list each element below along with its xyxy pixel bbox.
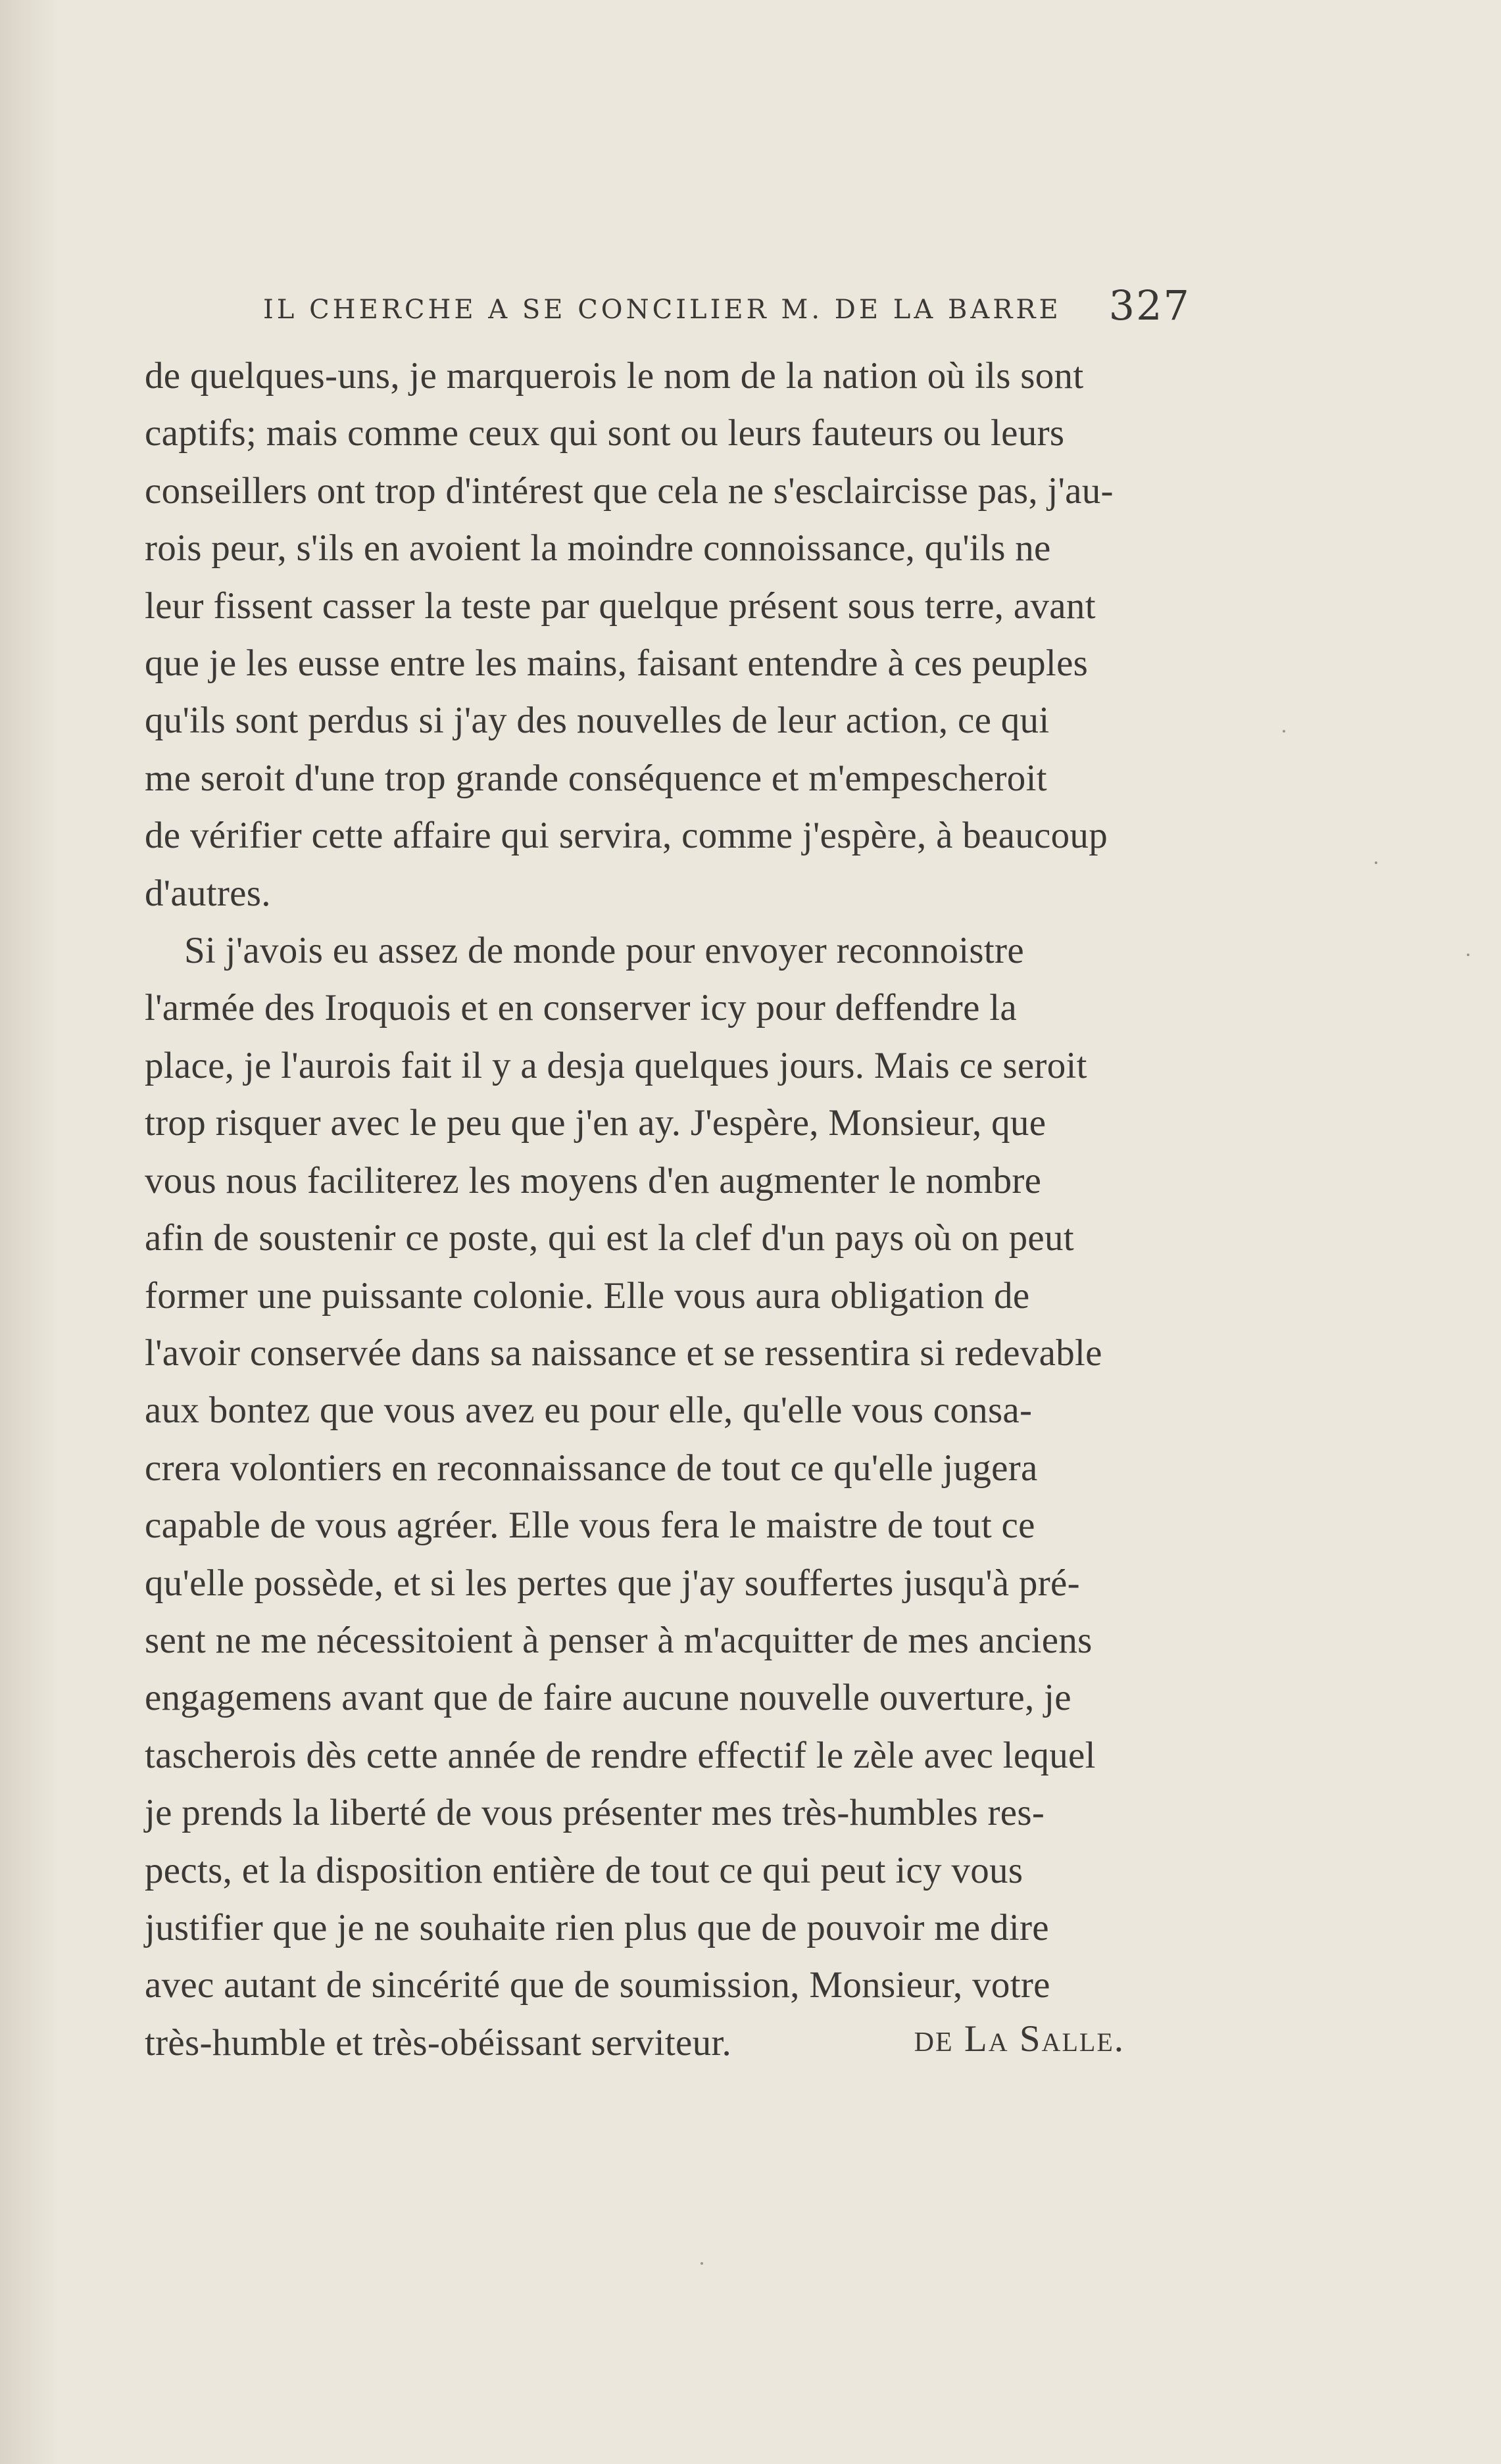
body-text: [145, 347, 1171, 2071]
running-head: [263, 276, 1191, 342]
paper-speck: [1283, 730, 1285, 733]
paragraph-1: de quelques-uns, je marquerois le nom de la nation où ils sont captifs; mais comme ceux qui sont ou leurs fauteurs ou leurs conseillers ont trop d'intérest que cela ne s'esclaircisse pas, j'au- rois peur, s'ils en avoient la moindre connoissance, qu'ils ne leur fissent casser la teste par quelque présent sous terre, avant que je les eusse entre les mains, faisant entendre à ces peuples qu'ils sont perdus si j'ay des nouvelles de leur action, ce qui me seroit d'une trop grande conséquence et m'empescheroit de vérifier cette affaire qui servira, comme j'espère, à beaucoup d'autres.: [145, 355, 1114, 914]
paper-speck: [1467, 954, 1469, 956]
paragraph-2-block: [145, 922, 1171, 2071]
spine-shadow: [0, 0, 59, 2464]
page-number: 327: [1108, 281, 1191, 329]
signature: [914, 2010, 1125, 2071]
running-head-title: IL CHERCHE A SE CONCILIER M. DE LA BARRE: [263, 295, 1062, 325]
signature-name: La Salle.: [964, 2017, 1125, 2060]
signature-prefix: DE: [914, 2027, 954, 2058]
paper-speck: [701, 2262, 703, 2265]
paper-speck: [1375, 861, 1377, 864]
paragraph-2: Si j'avois eu assez de monde pour envoyer reconnoistre l'armée des Iroquois et en conserver icy pour deffendre la place, je l'aurois fait il y a desja quelques jours. Mais ce seroit trop risquer avec le peu que j'en ay. J'espère, Monsieur, que vous nous faciliterez les moyens d'en augmenter le nombre afin de soustenir ce poste, qui est la clef d'un pays où on peut former une puissante colonie. Elle vous aura obligation de l'avoir conservée dans sa naissance et se ressentira si redevable aux bontez que vous avez eu pour elle, qu'elle vous consa- crera volontiers en reconnaissance de tout ce qu'elle jugera capable de vous agréer. Elle vous fera le maistre de tout ce qu'elle possède, et si les pertes que j'ay souffertes jusqu'à pré- sent ne me nécessitoient à penser à m'acquitter de mes anciens engagemens avant que de faire aucune nouvelle ouverture, je tascherois dès cette année de rendre effectif le zèle avec lequel je prends la liberté de vous présenter mes très-humbles res- pects, et la disposition entière de tout ce qui peut icy vous justifier que je ne souhaite rien plus que de pouvoir me dire avec autant de sincérité que de soumission, Monsieur, votre très-humble et très-obéissant serviteur.: [145, 930, 1102, 2064]
